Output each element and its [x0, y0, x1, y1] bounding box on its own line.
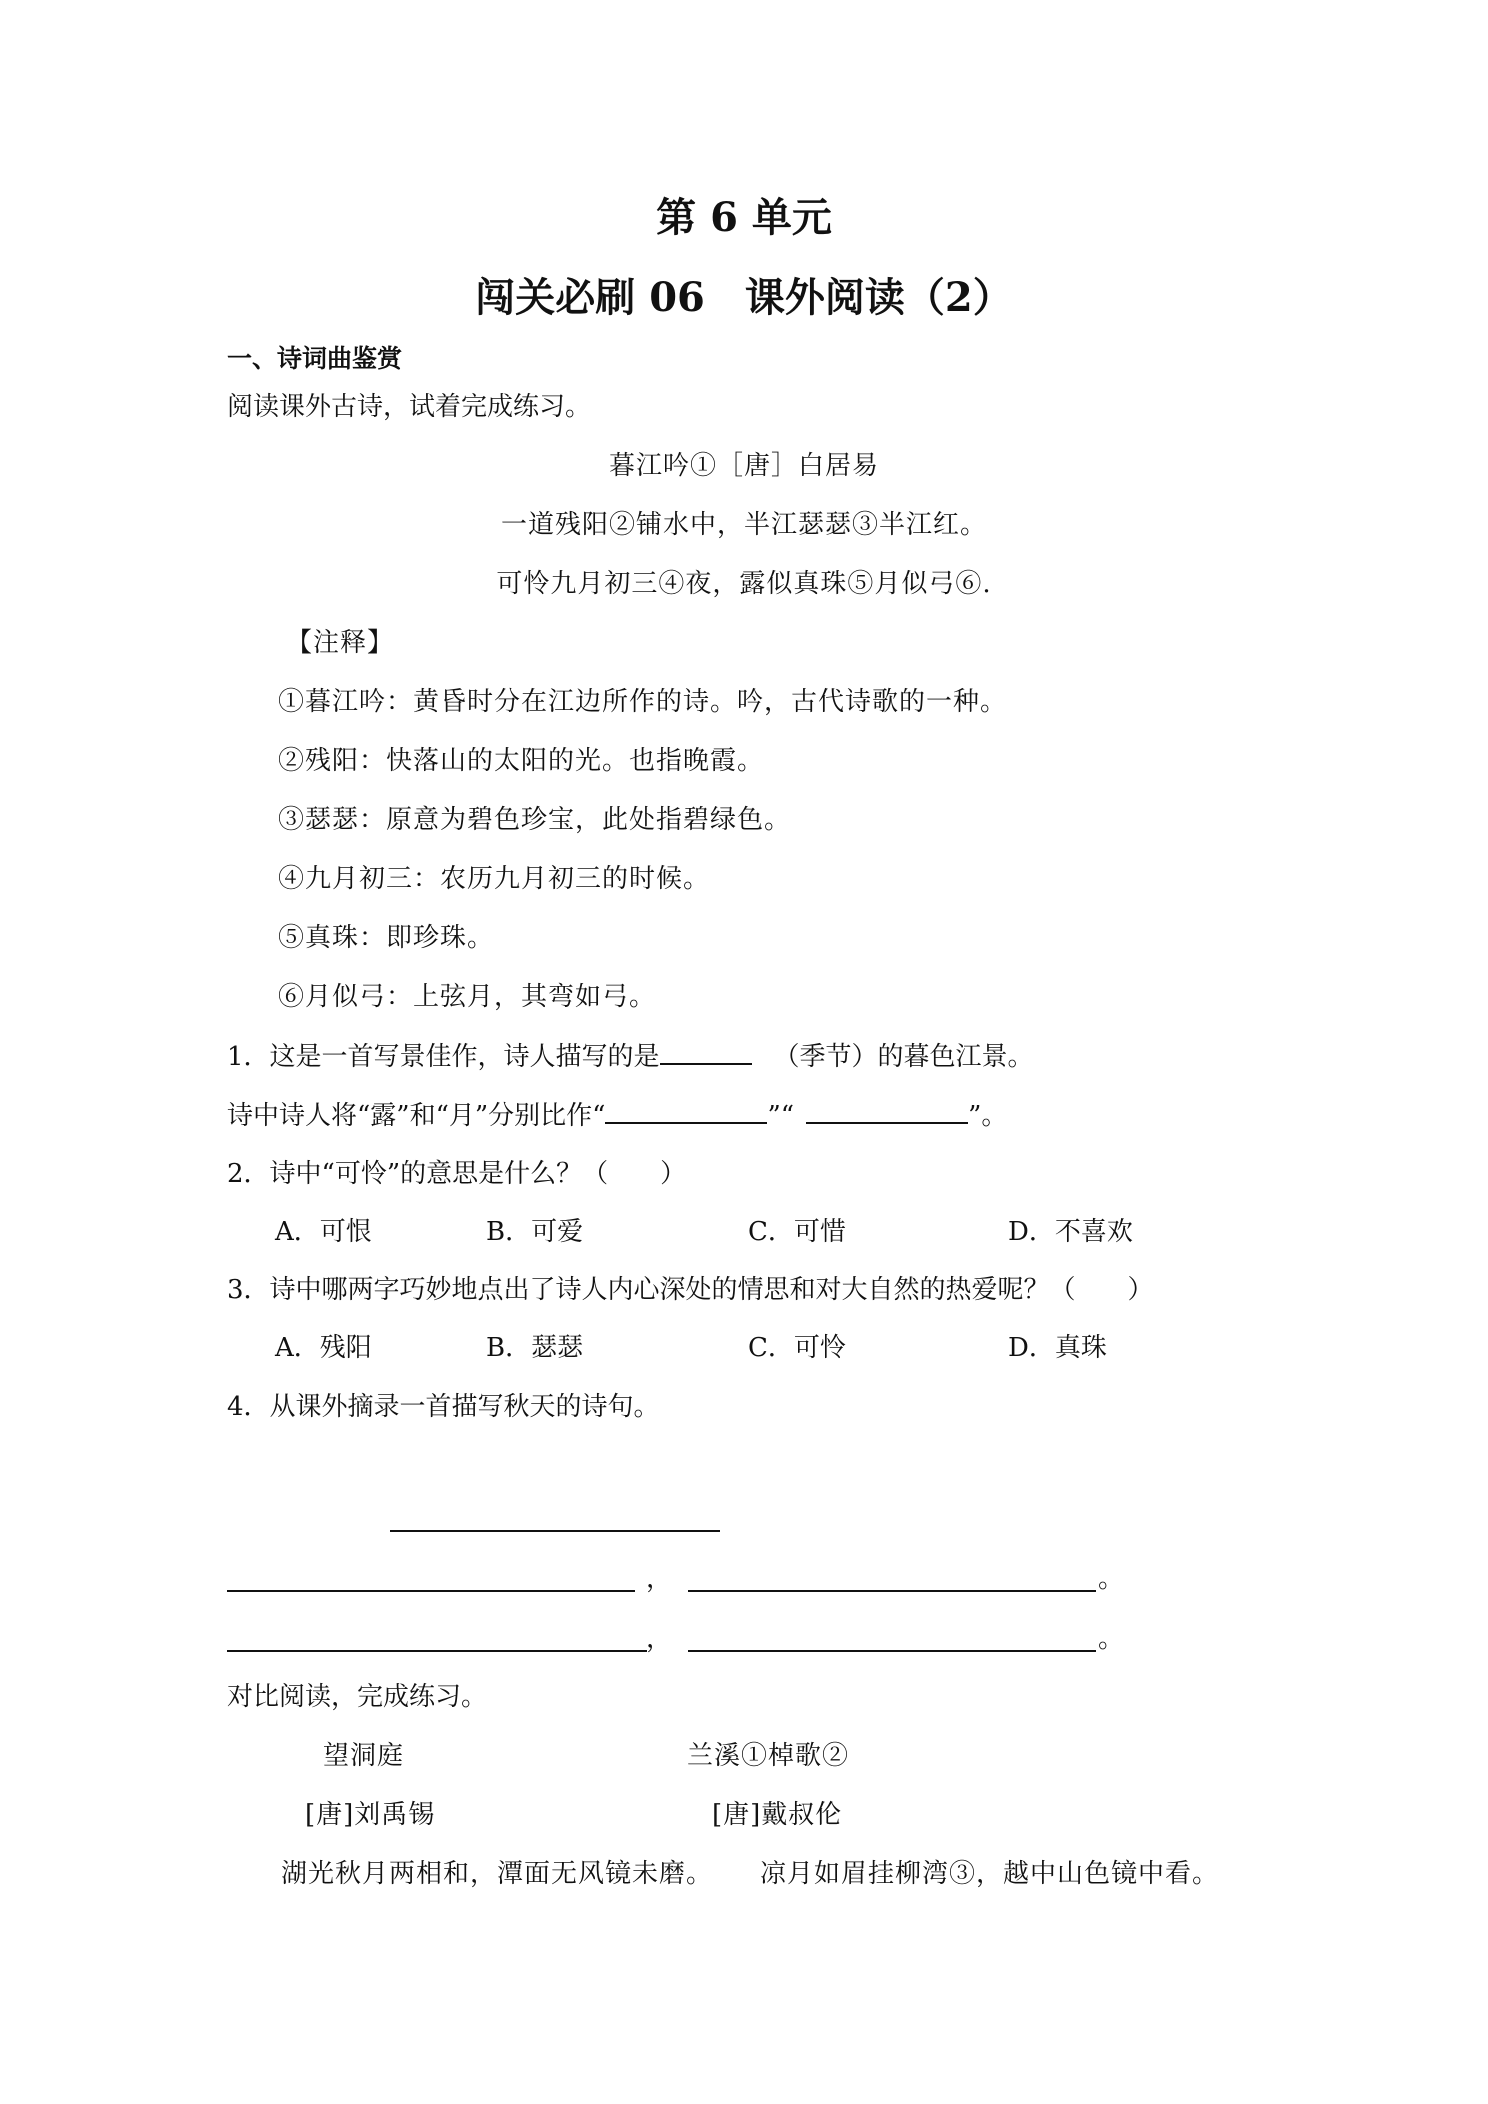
poem-heading: 暮江吟①［唐］白居易 — [608, 451, 879, 481]
question-1-line2-prefix: 诗中诗人将“露”和“月”分别比作“ — [227, 1101, 606, 1131]
option-a[interactable]: A．残阳 — [275, 1333, 372, 1363]
answer-line[interactable] — [688, 1590, 1096, 1592]
note-item: ⑤真珠：即珍珠。 — [278, 923, 495, 953]
season-blank[interactable] — [660, 1043, 752, 1065]
answer-line[interactable] — [227, 1650, 647, 1652]
note-item: ④九月初三：农历九月初三的时候。 — [278, 864, 711, 894]
question-1-prefix: 1．这是一首写景佳作，诗人描写的是 — [227, 1042, 660, 1072]
question-1-line-2 — [227, 1102, 1007, 1129]
poem-line-1: 一道残阳②铺水中，半江瑟瑟③半江红。 — [500, 510, 987, 540]
option-c[interactable]: C．可怜 — [748, 1333, 846, 1363]
poem-b-title: 兰溪①棹歌② — [687, 1741, 850, 1771]
note-item: ⑥月似弓：上弦月，其弯如弓。 — [278, 982, 657, 1012]
option-a[interactable]: A．可恨 — [275, 1217, 372, 1247]
compare-instruction: 对比阅读，完成练习。 — [227, 1682, 488, 1712]
question-2: 2．诗中“可怜”的意思是什么？（ ） — [227, 1159, 687, 1189]
poem-b-author: [唐]戴叔伦 — [712, 1800, 843, 1830]
note-item: ③瑟瑟：原意为碧色珍宝，此处指碧绿色。 — [278, 805, 792, 835]
question-1 — [227, 1043, 1034, 1070]
question-4: 4．从课外摘录一首描写秋天的诗句。 — [227, 1392, 660, 1422]
comma: ， — [646, 1624, 673, 1654]
option-d[interactable]: D．真珠 — [1008, 1333, 1107, 1363]
worksheet-subtitle: 闯关必刷 06 课外阅读（2） — [475, 274, 1013, 321]
period: 。 — [1098, 1564, 1125, 1594]
option-b[interactable]: B．瑟瑟 — [486, 1333, 584, 1363]
answer-line[interactable] — [688, 1650, 1096, 1652]
comma: ， — [646, 1564, 673, 1594]
poem-line-2: 可怜九月初三④夜，露似真珠⑤月似弓⑥. — [496, 569, 992, 599]
section-heading: 一、诗词曲鉴赏 — [227, 344, 403, 373]
question-1-line2-suffix: ”。 — [968, 1101, 1008, 1131]
poem-a-author: [唐]刘禹锡 — [305, 1800, 436, 1830]
dew-metaphor-blank[interactable] — [605, 1102, 767, 1124]
poem-b-line-1: 凉月如眉挂柳湾③，越中山色镜中看。 — [760, 1859, 1220, 1889]
option-c[interactable]: C．可惜 — [748, 1217, 846, 1247]
note-item: ②残阳：快落山的太阳的光。也指晚霞。 — [278, 746, 765, 776]
note-item: ①暮江吟：黄昏时分在江边所作的诗。吟，古代诗歌的一种。 — [278, 687, 1008, 717]
notes-label: 【注释】 — [286, 628, 395, 658]
question-1-line2-mid: ”“ — [767, 1101, 795, 1131]
question-3: 3．诗中哪两字巧妙地点出了诗人内心深处的情思和对大自然的热爱呢？（ ） — [227, 1275, 1154, 1305]
option-b[interactable]: B．可爱 — [486, 1217, 584, 1247]
answer-line[interactable] — [227, 1590, 635, 1592]
poem-a-line-1: 湖光秋月两相和，潭面无风镜未磨。 — [281, 1859, 714, 1889]
moon-metaphor-blank[interactable] — [806, 1102, 968, 1124]
poem-a-title: 望洞庭 — [323, 1741, 405, 1771]
section-instruction: 阅读课外古诗，试着完成练习。 — [227, 392, 592, 422]
poem-title-answer-line[interactable] — [390, 1530, 720, 1532]
question-1-suffix: （季节）的暮色江景。 — [773, 1042, 1034, 1072]
unit-title: 第 6 单元 — [656, 194, 832, 241]
option-d[interactable]: D．不喜欢 — [1008, 1217, 1133, 1247]
period: 。 — [1098, 1624, 1125, 1654]
